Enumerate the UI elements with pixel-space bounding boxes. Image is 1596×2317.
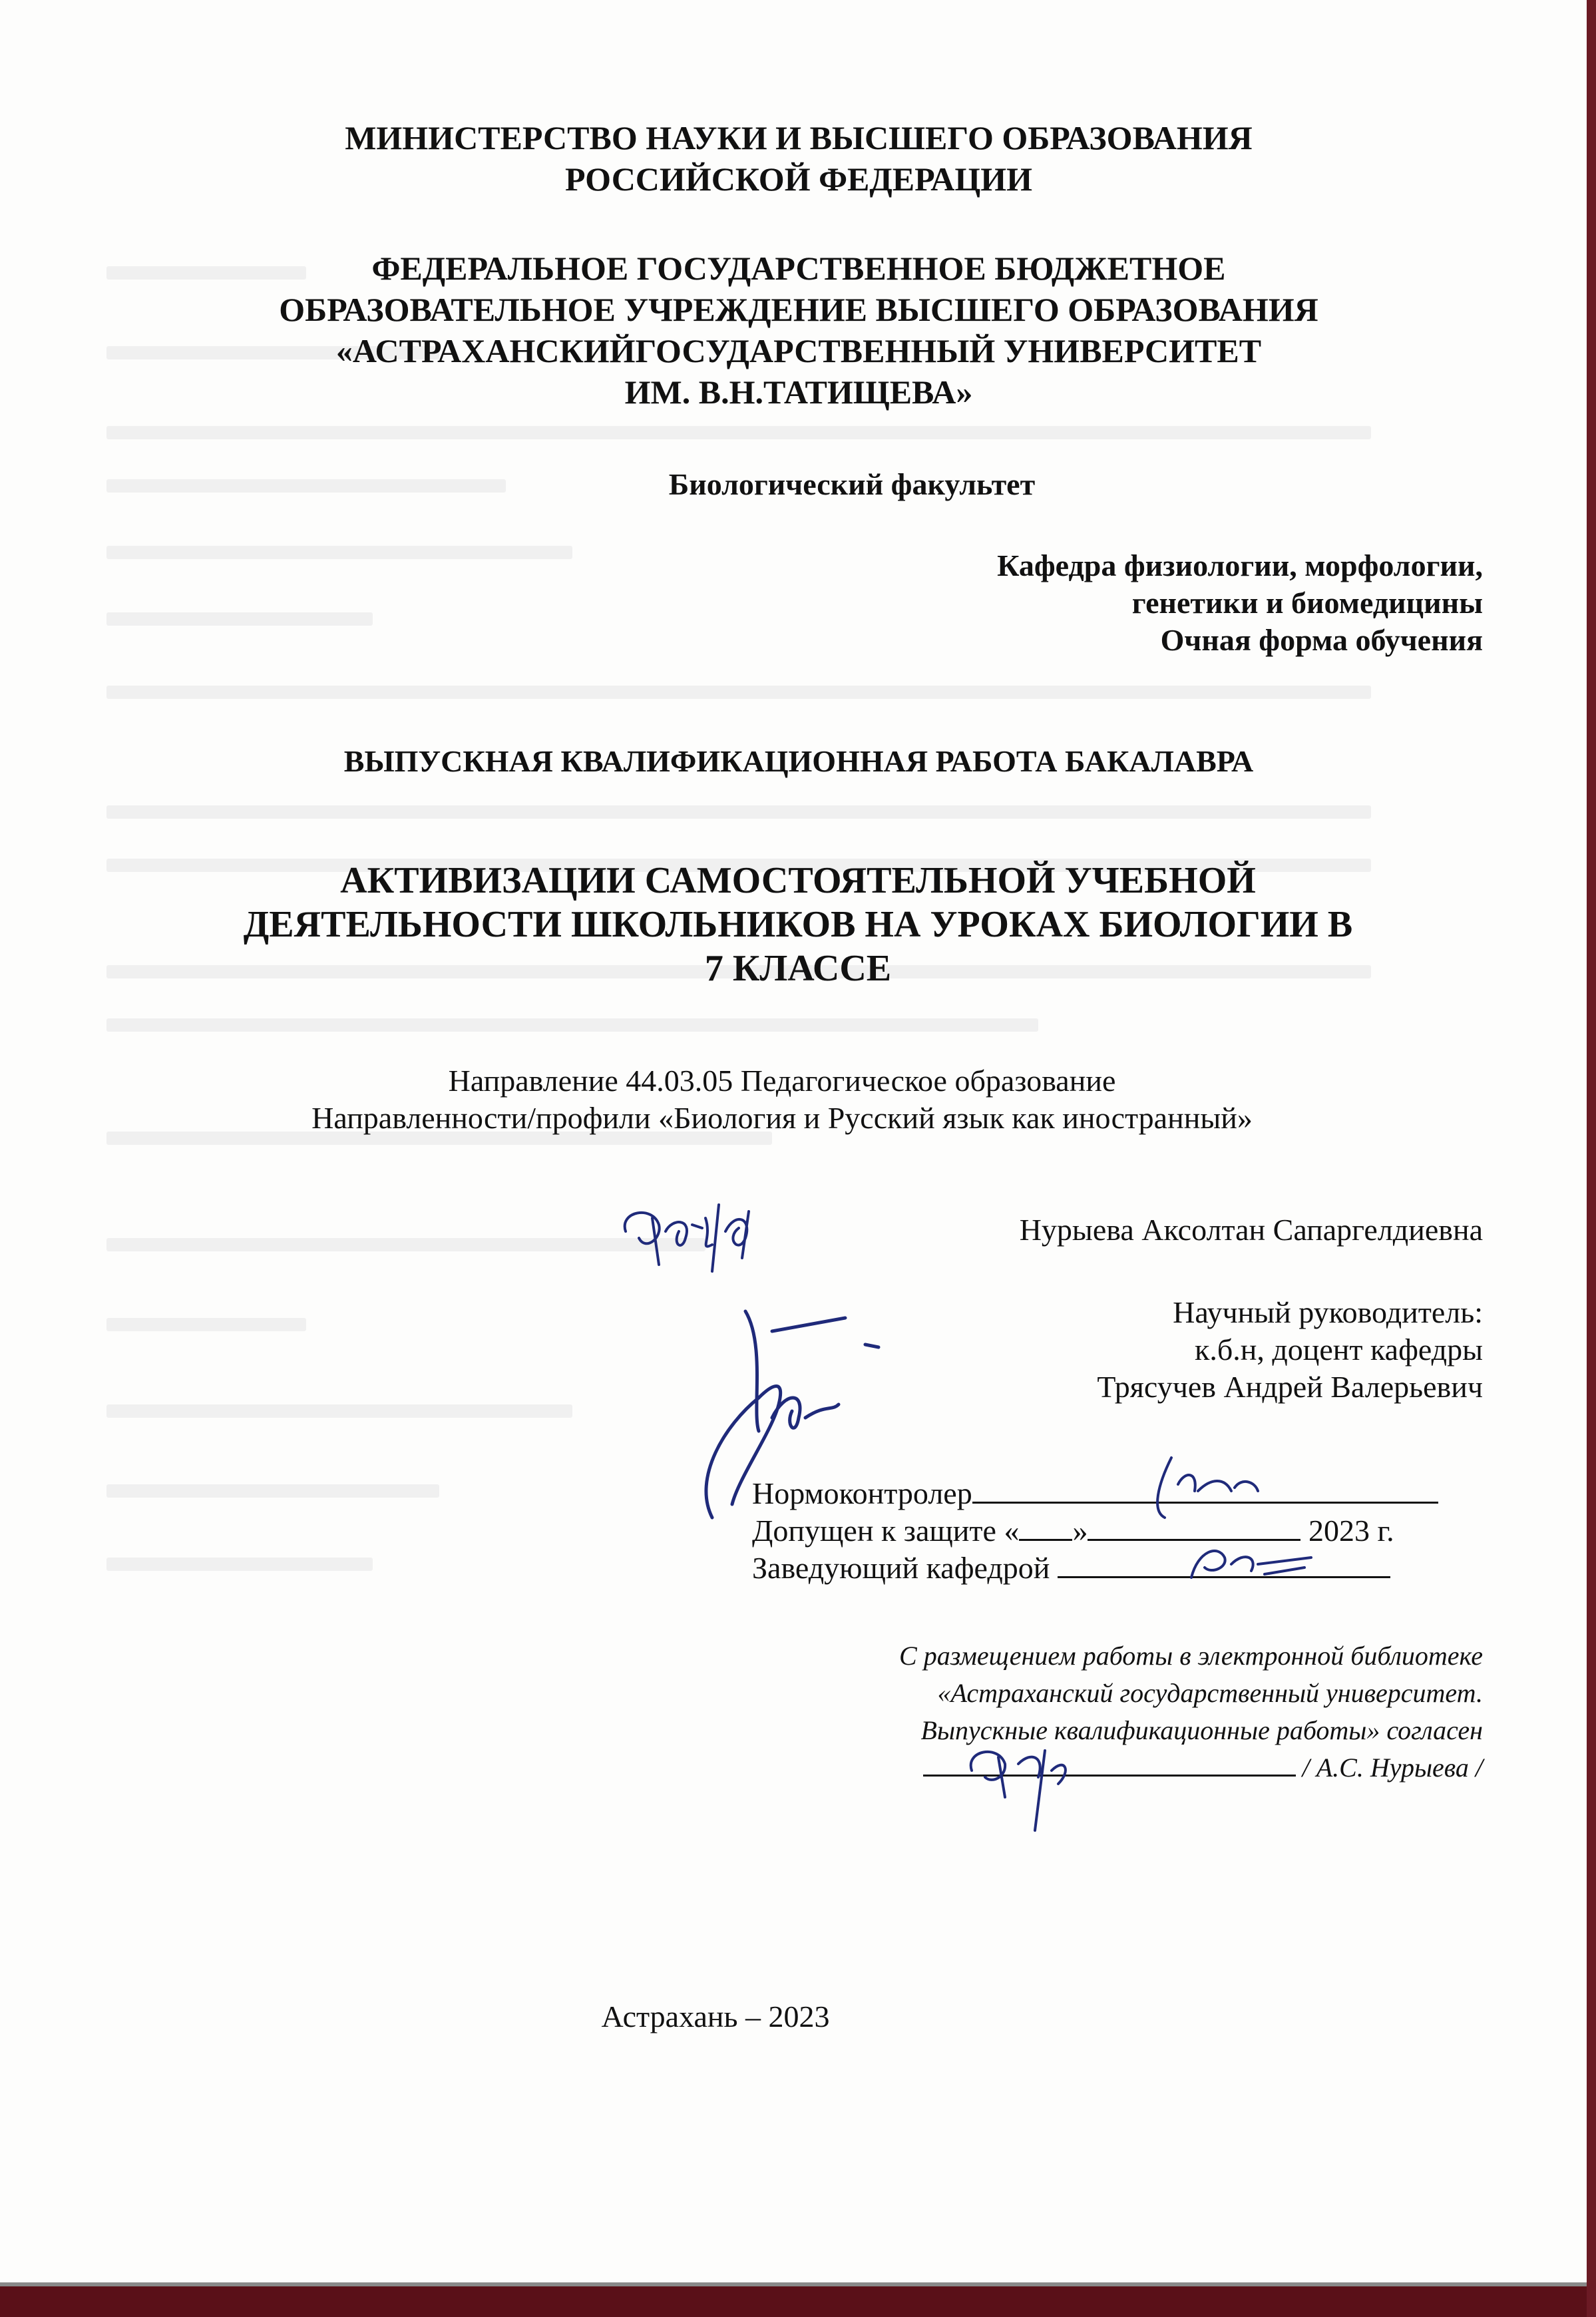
consent-line-1: С размещением работы в электронной библиотеке xyxy=(899,1641,1483,1671)
institution-header xyxy=(133,248,1464,413)
department-block xyxy=(997,547,1483,659)
defense-day-line xyxy=(1019,1512,1072,1541)
direction-block xyxy=(116,1062,1448,1137)
defense-row xyxy=(752,1512,1484,1550)
normcontrol-signature xyxy=(1145,1451,1265,1524)
institution-line-4: ИМ. В.Н.ТАТИЩЕВА» xyxy=(624,373,973,411)
consent-signature-suffix: / А.С. Нурыева / xyxy=(1302,1753,1483,1783)
faculty-name: Биологический факультет xyxy=(668,467,1036,501)
thesis-title-line-3: 7 КЛАССЕ xyxy=(704,948,892,989)
author-signature xyxy=(612,1191,772,1285)
institution-line-2: ОБРАЗОВАТЕЛЬНОЕ УЧРЕЖДЕНИЕ ВЫСШЕГО ОБРАЗОВАНИЯ xyxy=(279,291,1318,328)
defense-year: 2023 г. xyxy=(1308,1514,1394,1548)
binding-bottom-edge xyxy=(0,2286,1596,2317)
head-signature xyxy=(1185,1538,1318,1591)
defense-label: Допущен к защите « xyxy=(752,1514,1020,1548)
study-form: Очная форма обучения xyxy=(1160,623,1483,657)
ministry-line-1: МИНИСТЕРСТВО НАУКИ И ВЫСШЕГО ОБРАЗОВАНИЯ xyxy=(345,119,1253,156)
binding-right-edge xyxy=(1587,0,1596,2317)
ministry-line-2: РОССИЙСКОЙ ФЕДЕРАЦИИ xyxy=(564,160,1033,198)
normcontrol-label: Нормоконтролер xyxy=(752,1476,972,1510)
approvals-block xyxy=(752,1475,1484,1587)
supervisor-block xyxy=(1097,1294,1483,1406)
thesis-title xyxy=(132,859,1464,990)
institution-line-1: ФЕДЕРАЛЬНОЕ ГОСУДАРСТВЕННОЕ БЮДЖЕТНОЕ xyxy=(371,250,1226,287)
city-year: Астрахань – 2023 xyxy=(601,2000,830,2033)
thesis-title-line-2: ДЕЯТЕЛЬНОСТИ ШКОЛЬНИКОВ НА УРОКАХ БИОЛОГИИ В xyxy=(243,904,1353,945)
consent-line-3: Выпускные квалификационные работы» согласен xyxy=(920,1715,1483,1745)
supervisor-position: к.б.н, доцент кафедры xyxy=(1194,1333,1483,1367)
direction-line-1: Направление 44.03.05 Педагогическое образование xyxy=(448,1064,1116,1098)
normcontrol-row xyxy=(752,1475,1484,1512)
supervisor-label: Научный руководитель: xyxy=(1173,1295,1483,1329)
consent-signature xyxy=(958,1731,1078,1837)
supervisor-name: Трясучев Андрей Валерьевич xyxy=(1097,1370,1483,1404)
author-name: Нурыева Аксолтан Сапаргелдиевна xyxy=(1019,1213,1483,1247)
ministry-header xyxy=(133,117,1464,200)
direction-line-2: Направленности/профили «Биология и Русский язык как иностранный» xyxy=(311,1101,1253,1135)
department-line-1: Кафедра физиологии, морфологии, xyxy=(997,548,1483,582)
work-type: ВЫПУСКНАЯ КВАЛИФИКАЦИОННАЯ РАБОТА БАКАЛАВРА xyxy=(343,744,1254,778)
head-row xyxy=(752,1550,1484,1587)
head-label: Заведующий кафедрой xyxy=(752,1551,1050,1585)
thesis-title-line-1: АКТИВИЗАЦИИ САМОСТОЯТЕЛЬНОЙ УЧЕБНОЙ xyxy=(340,860,1256,901)
consent-line-2: «Астраханский государственный университет. xyxy=(937,1678,1483,1708)
defense-quote-close: » xyxy=(1072,1514,1088,1548)
department-line-2: генетики и биомедицины xyxy=(1131,586,1483,620)
institution-line-3: «АСТРАХАНСКИЙГОСУДАРСТВЕННЫЙ УНИВЕРСИТЕТ xyxy=(335,332,1262,369)
